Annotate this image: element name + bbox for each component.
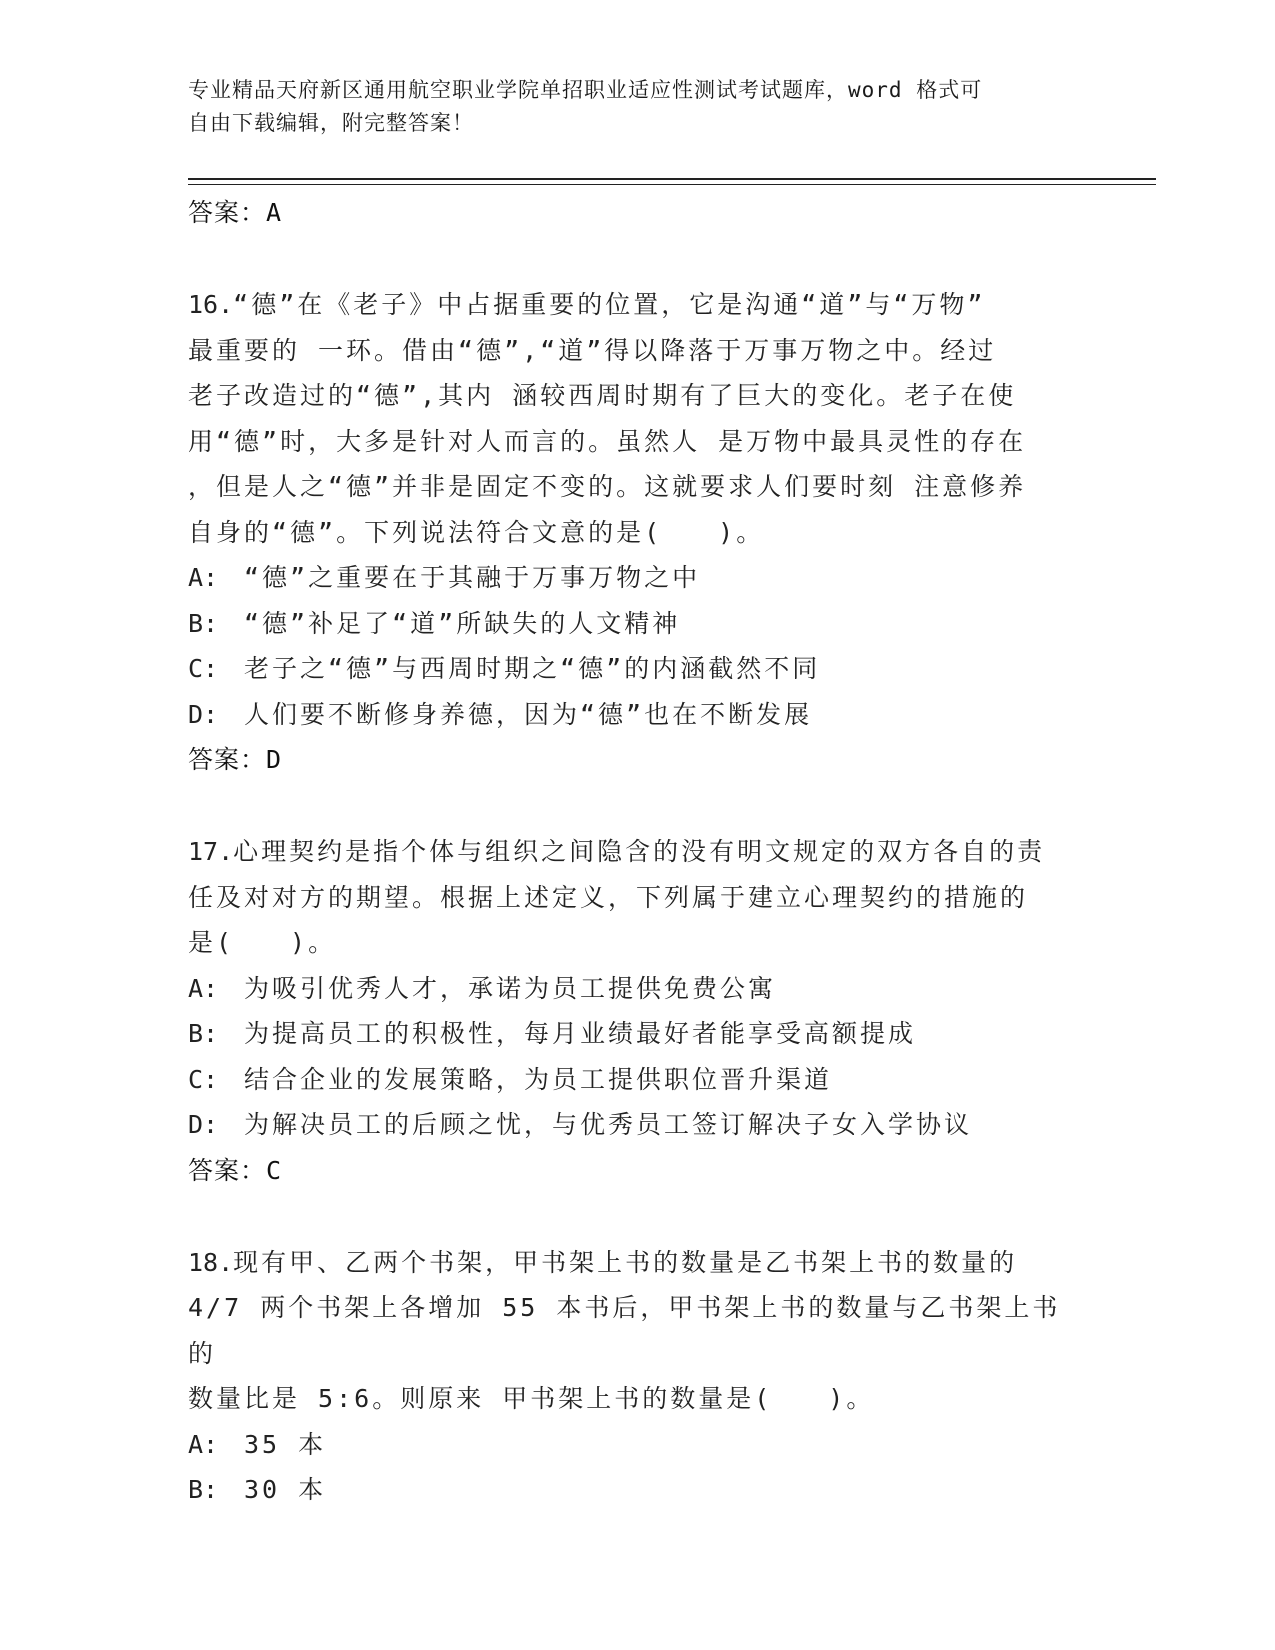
- option-text: “德”之重要在于其融于万事万物之中: [244, 563, 701, 592]
- header-rule-thick: [188, 178, 1156, 180]
- answer-value: C: [266, 1155, 283, 1185]
- option-c: [188, 1057, 1078, 1103]
- answer-label: 答案：: [188, 198, 267, 227]
- answer-value: A: [266, 198, 283, 227]
- question-number: 17.: [188, 837, 234, 866]
- document-body: [188, 190, 1078, 1513]
- answer-line-16: [188, 737, 1078, 783]
- question-text-line: 自身的“德”。下列说法符合文意的是( )。: [188, 517, 765, 547]
- question-text-line: ，但是人之“德”并非是固定不变的。这就要求人们要时刻 注意修养: [188, 472, 1027, 501]
- option-text: 30 本: [244, 1475, 327, 1504]
- question-text-line: 老子改造过的“德”,其内 涵较西周时期有了巨大的变化。老子在使: [188, 381, 1017, 410]
- question-text-line: 用“德”时，大多是针对人而言的。虽然人 是万物中最具灵性的存在: [188, 426, 1027, 456]
- question-text: “德”在《老子》中占据重要的位置，它是沟通“道”与“万物”: [233, 290, 986, 319]
- option-b: [188, 1467, 1078, 1513]
- option-letter: C:: [188, 1064, 219, 1094]
- question-17: [188, 829, 1078, 966]
- options-18: [188, 1422, 1078, 1513]
- option-b: [188, 1011, 1078, 1057]
- header-rule-thin: [188, 184, 1156, 185]
- question-text-line: [188, 1240, 1078, 1286]
- question-number: 16.: [188, 290, 234, 319]
- question-text-line: 数量比是 5:6。则原来 甲书架上书的数量是( )。: [188, 1384, 875, 1413]
- question-text-line: 最重要的 一环。借由“德”,“道”得以降落于万事万物之中。经过: [188, 335, 997, 365]
- question-16: [188, 282, 1078, 555]
- question-text-line: [188, 282, 1078, 328]
- spacer: [188, 783, 1078, 829]
- option-text: 为解决员工的后顾之忧，与优秀员工签订解决子女入学协议: [244, 1110, 973, 1139]
- options-17: [188, 966, 1078, 1148]
- option-text: 人们要不断修身养德，因为“德”也在不断发展: [244, 699, 813, 729]
- option-letter: B:: [188, 1475, 219, 1504]
- question-text-line: 任及对对方的期望。根据上述定义，下列属于建立心理契约的措施的: [188, 882, 1029, 912]
- question-text-line: 是( )。: [188, 928, 337, 957]
- option-letter: B:: [188, 1019, 219, 1048]
- option-text: “德”补足了“道”所缺失的人文精神: [244, 608, 681, 638]
- option-text: 老子之“德”与西周时期之“德”的内涵截然不同: [244, 654, 821, 683]
- option-d: [188, 692, 1078, 738]
- option-letter: A:: [188, 563, 219, 592]
- answer-label: 答案：: [188, 1155, 267, 1185]
- option-b: [188, 601, 1078, 647]
- spacer: [188, 236, 1078, 282]
- answer-line-prev: [188, 190, 1078, 236]
- spacer: [188, 1194, 1078, 1240]
- option-text: 结合企业的发展策略，为员工提供职位晋升渠道: [244, 1064, 833, 1094]
- question-text-line: [188, 829, 1078, 875]
- question-text: 心理契约是指个体与组织之间隐含的没有明文规定的双方各自的责: [233, 837, 1046, 866]
- option-a: [188, 1422, 1078, 1468]
- options-16: [188, 555, 1078, 737]
- option-letter: B:: [188, 608, 219, 638]
- option-a: [188, 966, 1078, 1012]
- answer-line-17: [188, 1148, 1078, 1194]
- option-d: [188, 1102, 1078, 1148]
- header-line-1: 专业精品天府新区通用航空职业学院单招职业适应性测试考试题库，word 格式可: [188, 78, 983, 102]
- option-letter: A:: [188, 973, 219, 1003]
- option-c: [188, 646, 1078, 692]
- question-number: 18.: [188, 1247, 234, 1277]
- question-18: [188, 1240, 1078, 1422]
- option-letter: C:: [188, 654, 219, 683]
- header-line-2: 自由下载编辑，附完整答案！: [188, 111, 474, 135]
- question-text: 现有甲、乙两个书架，甲书架上书的数量是乙书架上书的数量的: [233, 1247, 1018, 1277]
- option-a: [188, 555, 1078, 601]
- answer-value: D: [266, 745, 283, 774]
- option-text: 35 本: [244, 1429, 327, 1459]
- answer-label: 答案：: [188, 745, 267, 774]
- option-letter: A:: [188, 1429, 219, 1459]
- option-text: 为提高员工的积极性，每月业绩最好者能享受高额提成: [244, 1019, 917, 1048]
- question-text-line: 4/7 两个书架上各增加 55 本书后，甲书架上书的数量与乙书架上书的: [188, 1293, 1061, 1368]
- option-text: 为吸引优秀人才，承诺为员工提供免费公寓: [244, 973, 777, 1003]
- option-letter: D:: [188, 699, 219, 729]
- option-letter: D:: [188, 1110, 219, 1139]
- document-header: [188, 74, 1068, 140]
